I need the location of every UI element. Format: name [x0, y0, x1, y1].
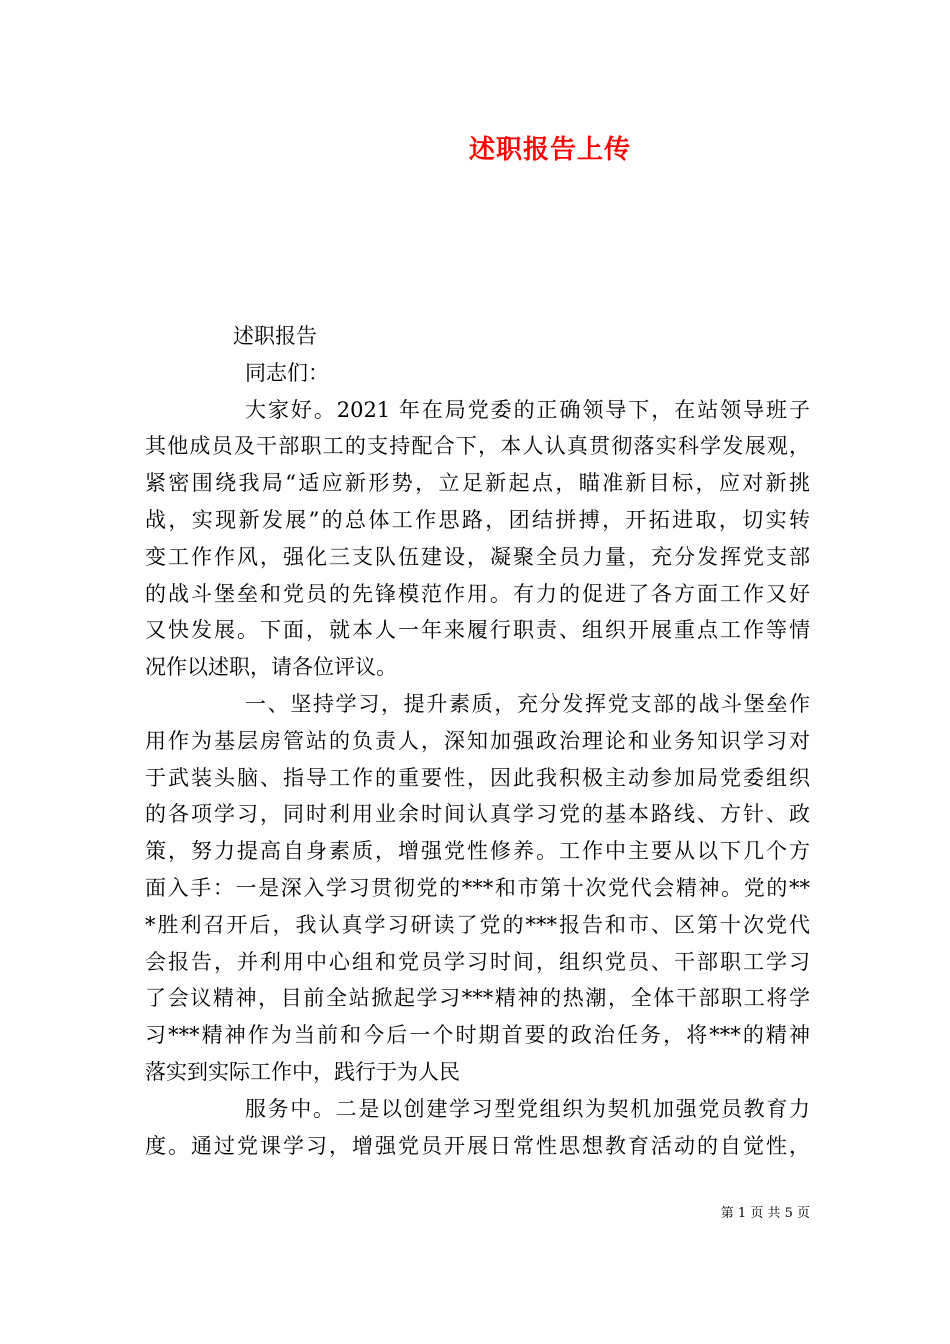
body-line: 紧密围绕我局“适应新形势，立足新起点，瞄准新目标，应对新挑 [145, 471, 810, 496]
body-line: *胜利召开后，我认真学习研读了党的***报告和市、区第十次党代 [145, 912, 810, 937]
body-line: 习***精神作为当前和今后一个时期首要的政治任务，将***的精神 [145, 1023, 810, 1048]
body-line: 了会议精神，目前全站掀起学习***精神的热潮，全体干部职工将学 [145, 986, 810, 1011]
body-line: 策，努力提高自身素质，增强党性修养。工作中主要从以下几个方 [145, 839, 810, 864]
body-line: 其他成员及干部职工的支持配合下，本人认真贯彻落实科学发展观， [145, 434, 810, 459]
body-line: 述职报告 [233, 324, 317, 348]
body-line: 的各项学习，同时利用业余时间认真学习党的基本路线、方针、政 [145, 802, 810, 827]
body-line: 落实到实际工作中，践行于为人民 [145, 1059, 460, 1084]
body-line: 又快发展。下面，就本人一年来履行职责、组织开展重点工作等情 [145, 618, 810, 643]
body-line: 于武装头脑、指导工作的重要性，因此我积极主动参加局党委组织 [145, 765, 810, 790]
body-line: 用作为基层房管站的负责人，深知加强政治理论和业务知识学习对 [145, 728, 810, 753]
body-line: 战，实现新发展”的总体工作思路，团结拼搏，开拓进取，切实转 [145, 507, 810, 532]
body-line: 大家好。2021 年在局党委的正确领导下，在站领导班子 [245, 397, 810, 422]
body-line: 的战斗堡垒和党员的先锋模范作用。有力的促进了各方面工作又好 [145, 581, 810, 606]
page-indicator: 第 1 页 共 5 页 [720, 1206, 810, 1221]
body-line: 变工作作风，强化三支队伍建设，凝聚全员力量，充分发挥党支部 [145, 544, 810, 569]
document-title: 述职报告上传 [468, 135, 631, 165]
body-line: 服务中。二是以创建学习型党组织为契机加强党员教育力 [245, 1096, 810, 1121]
document-body [145, 318, 810, 1164]
body-line: 同志们： [245, 360, 329, 385]
body-line: 会报告，并利用中心组和党员学习时间，组织党员、干部职工学习 [145, 949, 810, 974]
body-line: 度。通过党课学习，增强党员开展日常性思想教育活动的自觉性， [145, 1133, 810, 1158]
body-line: 况作以述职，请各位评议。 [145, 655, 397, 680]
body-line: 面入手：一是深入学习贯彻党的***和市第十次党代会精神。党的** [145, 875, 810, 900]
body-line: 一、坚持学习，提升素质，充分发挥党支部的战斗堡垒作 [245, 691, 810, 716]
